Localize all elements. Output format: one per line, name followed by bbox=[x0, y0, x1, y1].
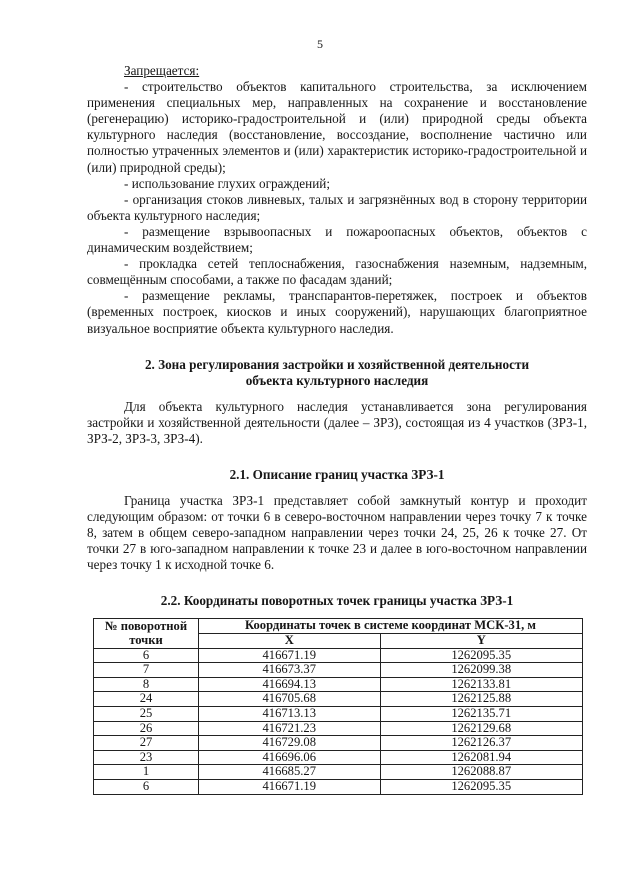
cell-x: 416705.68 bbox=[199, 692, 381, 707]
cell-y: 1262125.88 bbox=[380, 692, 583, 707]
table-row bbox=[94, 648, 583, 663]
section-2-paragraph: Для объекта культурного наследия устанавливается зона регулирования застройки и хозяйственной деятельности (далее – ЗРЗ), состоящая из 4 участков (ЗРЗ-1, ЗРЗ-2, ЗРЗ-3, ЗРЗ-4). bbox=[87, 398, 587, 446]
section-2-heading bbox=[87, 357, 587, 389]
cell-x: 416673.37 bbox=[199, 663, 381, 678]
table-row bbox=[94, 692, 583, 707]
cell-y: 1262129.68 bbox=[380, 721, 583, 736]
cell-point: 7 bbox=[94, 663, 199, 678]
table-row bbox=[94, 707, 583, 722]
cell-y: 1262095.35 bbox=[380, 779, 583, 794]
table-row bbox=[94, 765, 583, 780]
forbidden-item: - строительство объектов капитального строительства, за исключением применения специальных мер, направленных на сохранение и восстановление (регенерацию) историко-градостроительной и (или) природной среды объекта культурного наследия (восстановление, воссоздание, восполнение частично или полностью утраченных элементов и (или) характеристик историко-градостроительной и (или) природной среды); bbox=[87, 79, 587, 175]
col-header-coords: Координаты точек в системе координат МСК-31, м bbox=[199, 619, 583, 634]
cell-x: 416671.19 bbox=[199, 648, 381, 663]
cell-x: 416696.06 bbox=[199, 750, 381, 765]
cell-point: 1 bbox=[94, 765, 199, 780]
table-row bbox=[94, 721, 583, 736]
col-header-x: X bbox=[199, 634, 381, 649]
page-number: 5 bbox=[317, 37, 323, 51]
cell-point: 23 bbox=[94, 750, 199, 765]
cell-y: 1262133.81 bbox=[380, 677, 583, 692]
cell-y: 1262095.35 bbox=[380, 648, 583, 663]
section-2-1-heading: 2.1. Описание границ участка ЗРЗ-1 bbox=[229, 466, 445, 482]
forbidden-item: - организация стоков ливневых, талых и загрязнённых вод в сторону территории объекта культурного наследия; bbox=[87, 191, 587, 223]
forbidden-item: - использование глухих ограждений; bbox=[124, 175, 330, 191]
cell-point: 24 bbox=[94, 692, 199, 707]
coordinates-table bbox=[93, 618, 583, 794]
table-row bbox=[94, 779, 583, 794]
cell-x: 416694.13 bbox=[199, 677, 381, 692]
cell-point: 8 bbox=[94, 677, 199, 692]
cell-point: 6 bbox=[94, 779, 199, 794]
col-header-point: № поворотной точки bbox=[94, 619, 199, 648]
cell-x: 416671.19 bbox=[199, 779, 381, 794]
forbidden-item: - размещение рекламы, транспарантов-перетяжек, построек и объектов (временных построек, киосков и иных сооружений), нарушающих благоприятное визуальное восприятие объекта культурного наследия. bbox=[87, 288, 587, 336]
document-body bbox=[87, 63, 587, 795]
col-header-y: Y bbox=[380, 634, 583, 649]
cell-x: 416685.27 bbox=[199, 765, 381, 780]
forbidden-list bbox=[87, 79, 587, 337]
cell-point: 27 bbox=[94, 736, 199, 751]
forbidden-item: - прокладка сетей теплоснабжения, газоснабжения наземным, надземным, совмещённым способами, а также по фасадам зданий; bbox=[87, 256, 587, 288]
cell-x: 416729.08 bbox=[199, 736, 381, 751]
section-2-2-heading: 2.2. Координаты поворотных точек границы участка ЗРЗ-1 bbox=[160, 593, 514, 609]
forbidden-item: - размещение взрывоопасных и пожароопасных объектов, объектов с динамическим воздействием; bbox=[87, 223, 587, 256]
cell-point: 6 bbox=[94, 648, 199, 663]
cell-x: 416721.23 bbox=[199, 721, 381, 736]
cell-x: 416713.13 bbox=[199, 707, 381, 722]
section-2-title-line1: 2. Зона регулирования застройки и хозяйственной деятельности bbox=[144, 356, 530, 372]
table-row bbox=[94, 736, 583, 751]
table-row bbox=[94, 677, 583, 692]
section-2-title-line2: объекта культурного наследия bbox=[245, 372, 429, 388]
cell-y: 1262099.38 bbox=[380, 663, 583, 678]
forbidden-heading: Запрещается: bbox=[124, 63, 200, 78]
cell-y: 1262081.94 bbox=[380, 750, 583, 765]
table-row bbox=[94, 750, 583, 765]
cell-y: 1262135.71 bbox=[380, 707, 583, 722]
cell-point: 26 bbox=[94, 721, 199, 736]
cell-point: 25 bbox=[94, 707, 199, 722]
cell-y: 1262126.37 bbox=[380, 736, 583, 751]
cell-y: 1262088.87 bbox=[380, 765, 583, 780]
section-2-1-paragraph: Граница участка ЗРЗ-1 представляет собой замкнутый контур и проходит следующим образом: от точки 6 в северо-восточном направлении через точку 7 к точке 8, затем в общем северо-западном направлении через точки 24, 25, 26 к точке 27. От точки 27 в юго-западном направлении к точке 23 и далее в юго-восточном направлении через точку 1 к исходной точке 6. bbox=[87, 492, 587, 573]
table-row bbox=[94, 663, 583, 678]
